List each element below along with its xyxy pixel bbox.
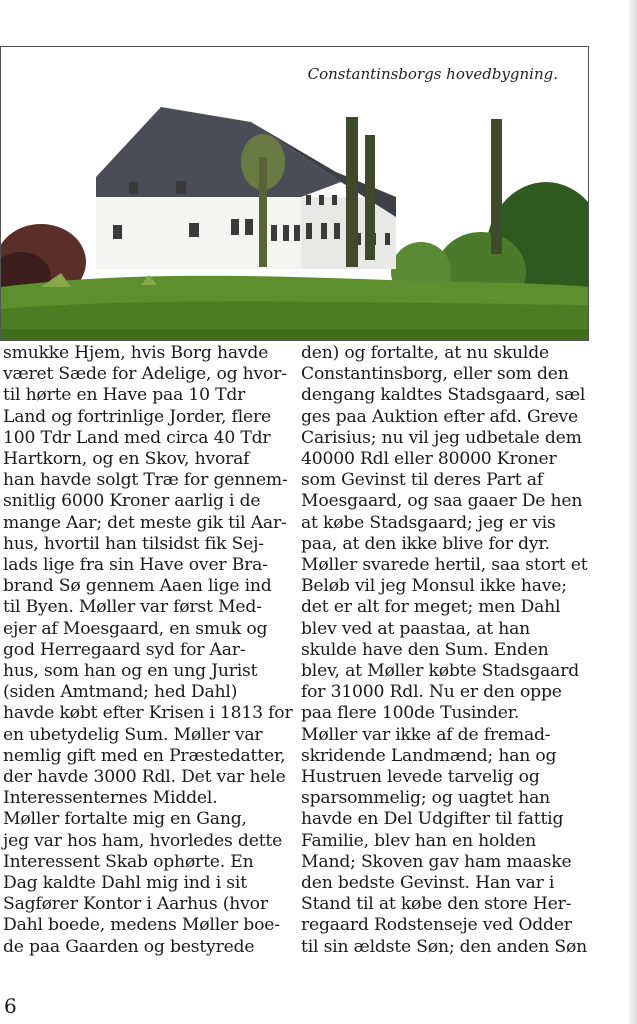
text-line: Sagfører Kontor i Aarhus (hvor xyxy=(3,894,268,915)
text-line: Stand til at købe den store Her- xyxy=(301,894,572,915)
text-line: 40000 Rdl eller 80000 Kroner xyxy=(301,449,557,470)
text-line: det er alt for meget; men Dahl xyxy=(301,597,561,618)
text-line: (siden Amtmand; hed Dahl) xyxy=(3,682,238,703)
text-line: mange Aar; det meste gik til Aar- xyxy=(3,512,287,533)
text-line: blev ved at paastaa, at han xyxy=(301,618,531,639)
text-column-left xyxy=(3,343,293,958)
text-line: været Sæde for Adelige, og hvor- xyxy=(3,364,287,385)
text-line: Moesgaard, og saa gaaer De hen xyxy=(301,491,583,512)
text-line: lads lige fra sin Have over Bra- xyxy=(3,555,268,576)
text-line: havde en Del Udgifter til fattig xyxy=(301,809,564,830)
text-line: jeg var hos ham, hvorledes dette xyxy=(3,830,283,851)
text-line: til sin ældste Søn; den anden Søn xyxy=(301,936,587,957)
text-line: blev, at Møller købte Stadsgaard xyxy=(301,661,580,682)
text-column-right xyxy=(301,343,601,958)
text-line: Land og fortrinlige Jorder, flere xyxy=(3,406,271,427)
text-line: Dag kaldte Dahl mig ind i sit xyxy=(3,873,247,894)
text-line: for 31000 Rdl. Nu er den oppe xyxy=(301,682,562,703)
text-line: havde købt efter Krisen i 1813 for xyxy=(3,703,293,724)
photo-caption: Constantinsborgs hovedbygning. xyxy=(307,65,558,83)
photo-constantinsborg xyxy=(0,46,589,341)
text-line: at købe Stadsgaard; jeg er vis xyxy=(301,512,556,533)
page-number: 6 xyxy=(4,994,17,1018)
text-line: Mand; Skoven gav ham maaske xyxy=(301,851,572,872)
text-line: Hustruen levede tarvelig og xyxy=(301,767,540,788)
text-line: Hartkorn, og en Skov, hvoraf xyxy=(3,449,250,470)
text-line: Møller svarede hertil, saa stort et xyxy=(301,555,588,576)
text-line: til Byen. Møller var først Med- xyxy=(3,597,262,618)
text-line: snitlig 6000 Kroner aarlig i de xyxy=(3,491,261,512)
photo-illustration xyxy=(1,47,589,341)
text-line: ges paa Auktion efter afd. Greve xyxy=(301,406,579,427)
text-line: nemlig gift med en Præstedatter, xyxy=(3,745,286,766)
text-line: Beløb vil jeg Monsul ikke have; xyxy=(301,576,567,597)
text-line: Constantinsborg, eller som den xyxy=(301,364,569,385)
page-edge-shadow xyxy=(629,0,637,1024)
text-line: Møller var ikke af de fremad- xyxy=(301,724,551,745)
text-line: paa, at den ikke blive for dyr. xyxy=(301,533,550,554)
text-line: god Herregaard syd for Aar- xyxy=(3,639,246,660)
text-line: skulde have den Sum. Enden xyxy=(301,639,549,660)
text-line: som Gevinst til deres Part af xyxy=(301,470,543,491)
text-line: Interessenternes Middel. xyxy=(3,788,218,809)
text-line: 100 Tdr Land med circa 40 Tdr xyxy=(3,427,271,448)
text-line: Møller fortalte mig en Gang, xyxy=(3,809,247,830)
text-line: de paa Gaarden og bestyrede xyxy=(3,936,255,957)
text-line: Interessent Skab ophørte. En xyxy=(3,851,254,872)
text-line: sparsommelig; og uagtet han xyxy=(301,788,551,809)
text-line: den bedste Gevinst. Han var i xyxy=(301,873,555,894)
text-line: hus, som han og en ung Jurist xyxy=(3,661,258,682)
text-line: der havde 3000 Rdl. Det var hele xyxy=(3,767,286,788)
text-line: den) og fortalte, at nu skulde xyxy=(301,343,550,363)
text-line: dengang kaldtes Stadsgaard, sæl xyxy=(301,385,586,406)
text-line: paa flere 100de Tusinder. xyxy=(301,703,520,724)
text-line: ejer af Moesgaard, en smuk og xyxy=(3,618,268,639)
text-line: brand Sø gennem Aaen lige ind xyxy=(3,576,272,597)
text-line: skridende Landmænd; han og xyxy=(301,745,557,766)
text-line: til hørte en Have paa 10 Tdr xyxy=(3,385,246,406)
text-line: hus, hvortil han tilsidst fik Sej- xyxy=(3,533,264,554)
text-line: smukke Hjem, hvis Borg havde xyxy=(3,343,269,363)
text-line: regaard Rodstenseje ved Odder xyxy=(301,915,572,936)
text-line: en ubetydelig Sum. Møller var xyxy=(3,724,263,745)
text-line: Familie, blev han en holden xyxy=(301,830,537,851)
text-line: Dahl boede, medens Møller boe- xyxy=(3,915,280,936)
text-line: han havde solgt Træ for gennem- xyxy=(3,470,288,491)
text-line: Carisius; nu vil jeg udbetale dem xyxy=(301,427,582,448)
